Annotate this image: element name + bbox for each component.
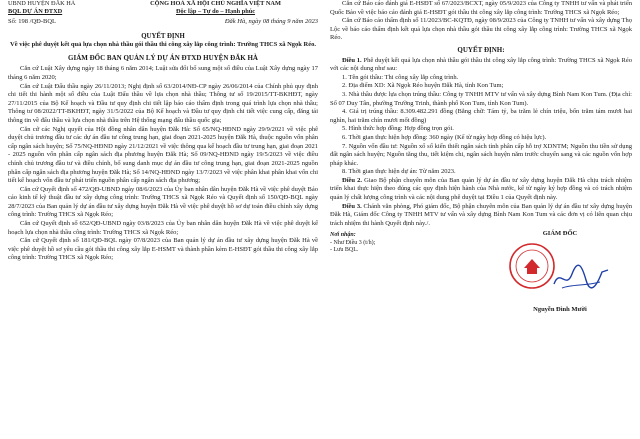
article-1-heading: Điều 1. — [342, 56, 362, 64]
article-1-item: 5. Hình thức hợp đồng: Hợp đồng trọn gói. — [342, 125, 454, 133]
left-column — [8, 0, 318, 263]
article-1-text: Phê duyệt kết quả lựa chọn nhà thầu gói thầu thi công xây lắp công trình: Trường THCS xã Ngọk Réo với các nội dung như sau: — [330, 56, 633, 73]
recipient-item: - Lưu BQL. — [330, 247, 359, 254]
article-1-item: 8. Thời gian thực hiện dự án: Từ năm 2023. — [342, 168, 456, 176]
basis-paragraph: Căn cứ Luật Đấu thầu ngày 26/11/2013; Nghị định số 63/2014/NĐ-CP ngày 26/06/2014 của Chính phủ quy định chi tiết thi hành một số điều của Luật Đấu thầu về lựa chọn nhà thầu; Thông tư số 19/2015/TT-BKHĐT, ngày 27/11/2015 của Bộ Kế hoạch và Đầu tư quy định chi tiết lập báo cáo thẩm định trong quá trình lựa chọn nhà thầu; Thông tư 08/2022/TT-BKHĐT, ngày 31/5/2022 của Bộ Kế hoạch và Đầu tư quy định chi tiết việc cung cấp, đăng tải thông tin về đấu thầu và lựa chọn nhà thầu trên Hệ thống mạng đấu thầu quốc gia; — [8, 82, 318, 124]
basis-paragraph: Căn cứ Quyết định số 181/QĐ-BQL ngày 07/8/2023 của Ban quản lý dự án đầu tư xây dựng huyện Đăk Hà về việc phê duyệt hồ sơ yêu cầu gói thầu thi công xây lắp E-HSMT và thành phần kèm E-HSĐT gói thầu thi công xây lắp công trình: Trường THCS xã Ngọk Réo; — [8, 237, 318, 262]
article-1-item: 2. Địa điểm XD: Xã Ngọk Réo huyện Đăk Hà, tỉnh Kon Tum; — [342, 82, 504, 90]
basis-paragraph: Căn cứ các Nghị quyết của Hội đồng nhân dân huyện Đăk Hà: Số 65/NQ-HĐND ngày 29/9/2021 về việc phê duyệt chủ trương đầu tư các dự án đầu tư công trung hạn, giai đoạn 2021-2025 huyện Đăk Hà, thuộc nguồn vốn phân cấp ngân sách huyện; Số 75/NQ-HĐND ngày 21/12/2021 về việc thông qua kế hoạch đầu tư trung hạn, giai đoạn 2021 - 2025 nguồn vốn phân cấp ngân sách địa phương huyện Đăk Hà; Số 09/NQ-HĐND ngày 19/5/2023 về việc điều chỉnh chủ trương đầu tư và điều chỉnh, bổ sung danh mục dự án đầu tư công trung hạn, giai đoạn 2021-2025 nguồn phân cấp ngân sách địa phương huyện Đăk Hà; Số 14/NQ-HĐND ngày 13/7/2023 về việc phân khai phân khai vốn chi tiết kế hoạch vốn đầu tư phát triển nguồn phân cấp ngân sách địa phương; — [8, 125, 318, 185]
agency-block — [8, 0, 108, 16]
basis-paragraph: Căn cứ Báo cáo thẩm định số 11/2023/BC-KQTĐ, ngày 08/9/2023 của Công ty TNHH tư vấn và xây dựng Thọ Lộc về báo cáo thẩm định kết quả lựa chọn nhà thầu gói thầu thi công xây lắp công trình: Trường THCS xã Ngọk Réo. — [330, 17, 632, 42]
recipients-label: Nơi nhận: — [330, 232, 356, 239]
document-date: Đăk Hà, ngày 08 tháng 9 năm 2023 — [224, 18, 318, 25]
number-date-row — [8, 18, 318, 27]
article-3-text: Chánh văn phòng, Phó giám đốc, Bộ phận chuyên môn của Ban quản lý dự án đầu tư xây dựng huyện Đăk Hà, Giám đốc Công ty TNHH MTV tư vấn và xây dựng Bình Nam Kon Tum và các đơn vị có liên quan chịu trách nhiệm thi hành Quyết định này./. — [330, 202, 632, 227]
right-column — [330, 0, 632, 322]
agency-line2: BQL DỰ ÁN ĐTXD — [8, 8, 63, 15]
article-3-heading: Điều 3. — [342, 202, 362, 210]
article-2-text: Giao Bộ phận chuyên môn của Ban quản lý dự án đầu tư xây dựng huyện Đăk Hà chịu trách nhiệm triển khai thực hiện theo đúng các quy định hiện hành của Nhà nước, kể từ ngày ký hợp đồng và có trách nhiệm quản lý chất lượng công trình và các nội dung phê duyệt tại Điều 1 của Quyết định này. — [330, 176, 632, 202]
handwritten-signature-icon — [552, 264, 610, 292]
recipient-item: - Như Điều 3 (t/h); — [330, 239, 376, 246]
article-1-item: 4. Giá trị trúng thầu: 8.309.482.291 đồng (Bằng chữ: Tám tỷ, ba trăm lẻ chín triệu, bốn trăm tám mươi hai nghìn, hai trăm chín mươi mốt đồng) — [330, 108, 632, 124]
article-1 — [330, 57, 632, 74]
article-2 — [330, 177, 632, 203]
basis-paragraph: Căn cứ Quyết định số 472/QĐ-UBND ngày 08/6/2023 của Ủy ban nhân dân huyện Đăk Hà về việc phê duyệt Báo cáo kinh tế kỹ thuật đầu tư xây dựng công trình: Trường THCS xã Ngọk Réo và Quyết định số 150/QĐ-BQL ngày 28/7/2023 của Ban quản lý dự án đầu tư xây dựng huyện Đăk Hà về việc phê duyệt hồ sơ dự toán điều chỉnh xây dựng công trình: Trường THCS xã Ngọk Réo; — [8, 185, 318, 219]
basis-paragraph: Căn cứ Luật Xây dựng ngày 18 tháng 6 năm 2014; Luật sửa đổi bổ sung một số điều của Luật Xây dựng ngày 17 tháng 6 năm 2020; — [8, 65, 318, 81]
article-2-heading: Điều 2. — [342, 176, 362, 184]
nation-line1: CỘNG HOÀ XÃ HỘI CHỦ NGHĨA VIỆT NAM — [150, 0, 281, 7]
article-1-item: 7. Nguồn vốn đầu tư: Nguồn xổ số kiến thiết ngân sách tỉnh phân cấp hỗ trợ XDNTM; Nguồn thu tiền sử dụng đất ngân sách huyện; Nguồn tăng thu, tiết kiệm chi, ngân sách huyện năm trước chuyển sang và các nguồn vốn hợp pháp khác. — [330, 142, 632, 167]
doc-type: QUYẾT ĐỊNH — [141, 32, 185, 40]
national-motto — [113, 0, 318, 16]
document-number: Số: 198 /QĐ-BQL — [8, 18, 57, 25]
article-1-item: 3. Nhà thầu được lựa chọn trúng thầu: Công ty TNHH MTV tư vấn và xây dựng Bình Nam Kon Tum. (Địa chỉ: Số 07 Duy Tân, phường Trường Trinh, thành phố Kon Tum, tỉnh Kon Tum). — [330, 90, 632, 107]
basis-paragraph: Căn cứ Báo cáo đánh giá E-HSĐT số 67/2023/BCXT, ngày 05/9/2023 của Công ty TNHH tư vấn và phát triển Quốc Bảo về việc báo cáo đánh giá E-HSĐT gói thầu thi công xây lắp công trình: Trường THCS xã Ngọk Réo; — [330, 0, 632, 16]
signer-name: Nguyễn Đình Mười — [533, 306, 587, 314]
basis-paragraph: Căn cứ Quyết định số 652/QĐ-UBND ngày 03/8/2023 của Ủy ban nhân dân huyện Đăk Hà về việc phê duyệt kế hoạch lựa chọn nhà thầu công trình: Trường THCS xã Ngọk Réo; — [8, 220, 318, 236]
article-3 — [330, 203, 632, 229]
decision-label: QUYẾT ĐỊNH: — [457, 45, 505, 54]
doc-subject: Về việc phê duyệt kết quả lựa chọn nhà thầu gói thầu thi công xây lắp công trình: Trường THCS xã Ngọk Réo. — [10, 41, 316, 49]
article-1-item: 6. Thời gian thực hiện hợp đồng: 360 ngày (Kể từ ngày hợp đồng có hiệu lực). — [342, 133, 547, 141]
authority-heading: GIÁM ĐỐC BAN QUẢN LÝ DỰ ÁN ĐTXD HUYỆN ĐĂK HÀ — [68, 53, 258, 62]
signature-area — [330, 230, 632, 322]
article-1-item: 1. Tên gói thầu: Thi công xây lắp công trình. — [342, 73, 459, 81]
official-seal-icon — [508, 242, 556, 290]
signer-role: GIÁM ĐỐC — [542, 230, 578, 238]
nation-line2: Độc lập – Tự do – Hạnh phúc — [175, 8, 256, 15]
recipients-block — [330, 232, 450, 255]
signature-block — [490, 230, 630, 314]
agency-line1: UBND HUYỆN ĐĂK HÀ — [8, 0, 76, 7]
document-header — [8, 0, 318, 16]
